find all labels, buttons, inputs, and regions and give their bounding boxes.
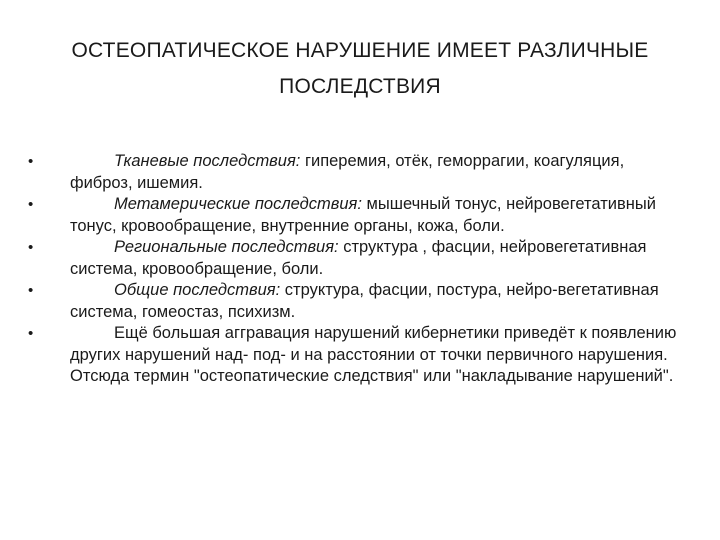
bullet-heading: Метамерические последствия:: [114, 195, 362, 213]
bullet-text: Ещё большая аггравация нарушений кибернетики приведёт к появлению других нарушений над- под- и на расстоянии от точки первичного нарушения. Отсюда термин "остеопатические следствия" или "накладывание нарушений".: [70, 324, 677, 385]
bullet-icon: •: [28, 196, 34, 213]
bullet-item-aggravation: [28, 323, 683, 388]
bullet-icon: •: [28, 325, 34, 342]
slide-title: [40, 33, 680, 105]
bullet-icon: •: [28, 153, 34, 170]
bullet-item-metameric: [28, 194, 683, 237]
bullet-item-tissue: [28, 151, 683, 194]
title-line-2: ПОСЛЕДСТВИЯ: [279, 75, 441, 98]
bullet-text: структура , фасции, нейровегетативная система, кровообращение, боли.: [70, 238, 647, 278]
bullet-heading: Региональные последствия:: [114, 238, 339, 256]
bullet-icon: •: [28, 239, 34, 256]
bullet-item-general: [28, 280, 683, 323]
bullet-text: структура, фасции, постура, нейро-вегетативная система, гомеостаз, психизм.: [70, 281, 659, 321]
bullet-heading: Тканевые последствия:: [114, 152, 301, 170]
bullet-heading: Общие последствия:: [114, 281, 281, 299]
bullet-item-regional: [28, 237, 683, 280]
bullet-text: мышечный тонус, нейровегетативный тонус, кровообращение, внутренние органы, кожа, боли.: [70, 195, 656, 235]
bullet-text: гиперемия, отёк, геморрагии, коагуляция, фиброз, ишемия.: [70, 152, 625, 192]
bullet-icon: •: [28, 282, 34, 299]
bullet-list: [28, 151, 683, 388]
title-line-1: ОСТЕОПАТИЧЕСКОЕ НАРУШЕНИЕ ИМЕЕТ РАЗЛИЧНЫЕ: [71, 39, 649, 62]
